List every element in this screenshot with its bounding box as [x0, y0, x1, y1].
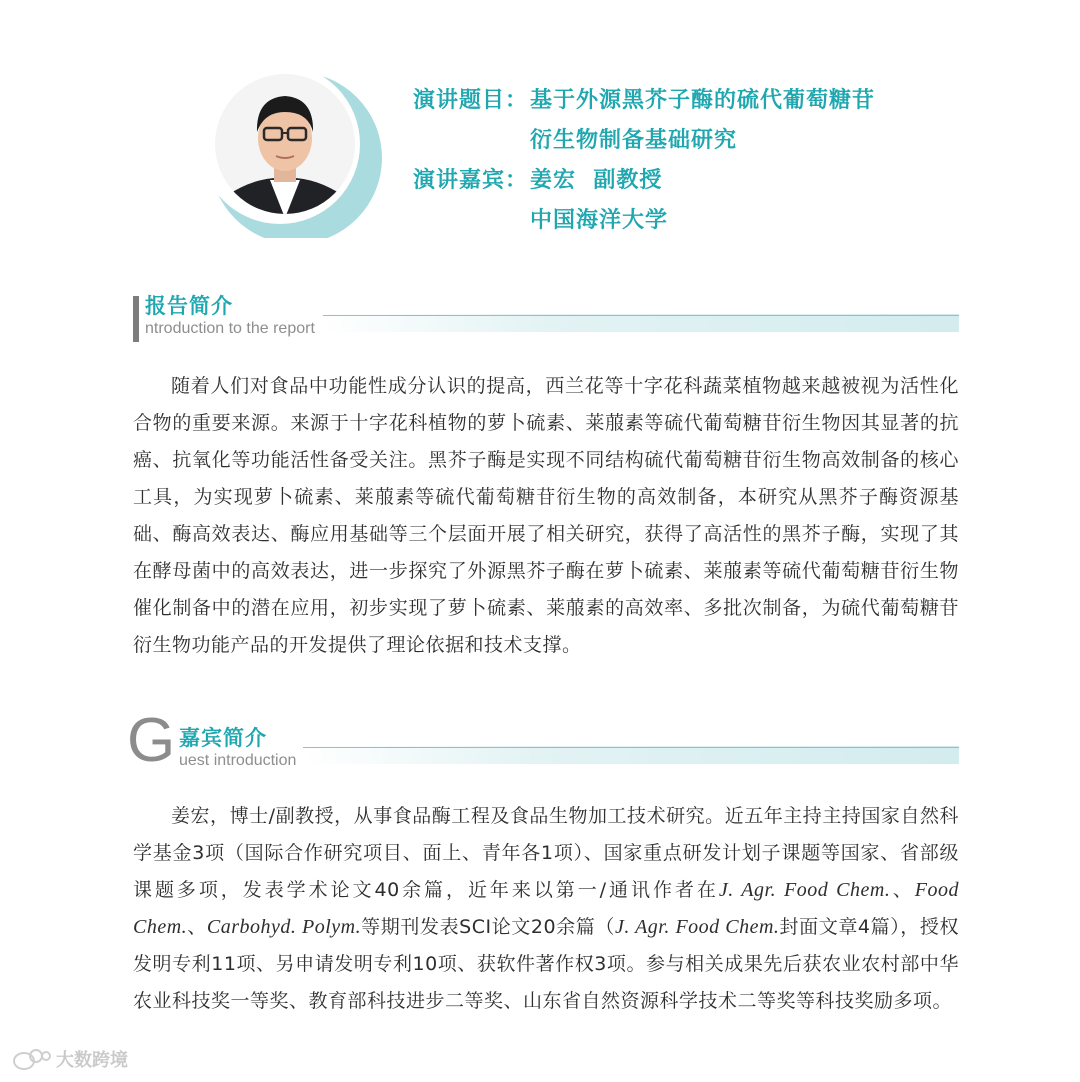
watermark [12, 1046, 128, 1072]
speaker-label: 演讲嘉宾： [413, 167, 529, 193]
topic-row-2 [413, 118, 875, 158]
journal-name: Carbohyd. Polym. [206, 916, 362, 938]
guest-title: 嘉宾简介 [179, 726, 267, 750]
report-subtitle: ntroduction to the report [145, 320, 315, 337]
report-body: 随着人们对食品中功能性成分认识的提高，西兰花等十字花科蔬菜植物越来越被视为活性化合物的重要来源。来源于十字花科植物的萝卜硫素、莱菔素等硫代葡萄糖苷衍生物因其显著的抗癌、抗氧化等功能活性备受关注。黑芥子酶是实现不同结构硫代葡萄糖苷衍生物高效制备的核心工具，为实现萝卜硫素、莱菔素等硫代葡萄糖苷衍生物的高效制备，本研究从黑芥子酶资源基础、酶高效表达、酶应用基础等三个层面开展了相关研究，获得了高活性的黑芥子酶，实现了其在酵母菌中的高效表达，进一步探究了外源黑芥子酶在萝卜硫素、莱菔素等硫代葡萄糖苷衍生物催化制备中的潜在应用，初步实现了萝卜硫素、莱菔素的高效率、多批次制备，为硫代葡萄糖苷衍生物功能产品的开发提供了理论依据和技术支撑。 [133, 375, 959, 656]
journal-name: J. Agr. Food Chem. [718, 879, 891, 901]
journal-name: Food Chem. [133, 879, 959, 938]
speaker-row [413, 158, 875, 198]
talk-info [413, 78, 875, 238]
topic-line-1: 基于外源黑芥子酶的硫代葡萄糖苷 [530, 87, 876, 113]
org-row [413, 198, 875, 238]
guest-section-header [127, 706, 959, 778]
watermark-text: 大数跨境 [56, 1050, 128, 1071]
guest-subtitle: uest introduction [179, 752, 297, 769]
topic-row [413, 78, 875, 118]
guest-body: 姜宏，博士/副教授，从事食品酶工程及食品生物加工技术研究。近五年主持主持国家自然科学基金3项（国际合作研究项目、面上、青年各1项）、国家重点研发计划子课题等国家、省部级课题多项，发表学术论文40余篇，近年来以第一/通讯作者在J. Agr. Food Chem.、Food Chem.、Carbohyd. Polym.等期刊发表SCI论文20余篇（J. Agr. Food Chem.封面文章4篇），授权发明专利11项、另申请发明专利10项、获软件著作权3项。参与相关成果先后获农业农村部中华农业科技奖一等奖、教育部科技进步二等奖、山东省自然资源科学技术二等奖等科技奖励多项。 [133, 805, 960, 1012]
report-title: 报告简介 [145, 294, 233, 318]
journal-name: J. Agr. Food Chem. [614, 916, 780, 938]
section-rule [303, 746, 959, 764]
topic-label: 演讲题目： [413, 87, 529, 113]
report-section-header [133, 296, 959, 346]
guest-body-text: 姜宏，博士/副教授，从事食品酶工程及食品生物加工技术研究。近五年主持主持国家自然科学基金3项（国际合作研究项目、面上、青年各1项）、国家重点研发计划子课题等国家、省部级课题多项，发表学术论文40余篇，近年来以第一/通讯作者在 [133, 805, 959, 901]
weibo-style-logo-icon [12, 1047, 52, 1071]
speaker-name: 姜宏 副教授 [530, 167, 663, 193]
speaker-portrait [196, 58, 396, 238]
header [0, 0, 1080, 260]
guest-big-letter: G [127, 706, 176, 775]
section-rule [323, 314, 959, 332]
topic-line-2: 衍生物制备基础研究 [530, 127, 738, 153]
speaker-org: 中国海洋大学 [530, 207, 669, 233]
section-bar-i [133, 296, 139, 342]
